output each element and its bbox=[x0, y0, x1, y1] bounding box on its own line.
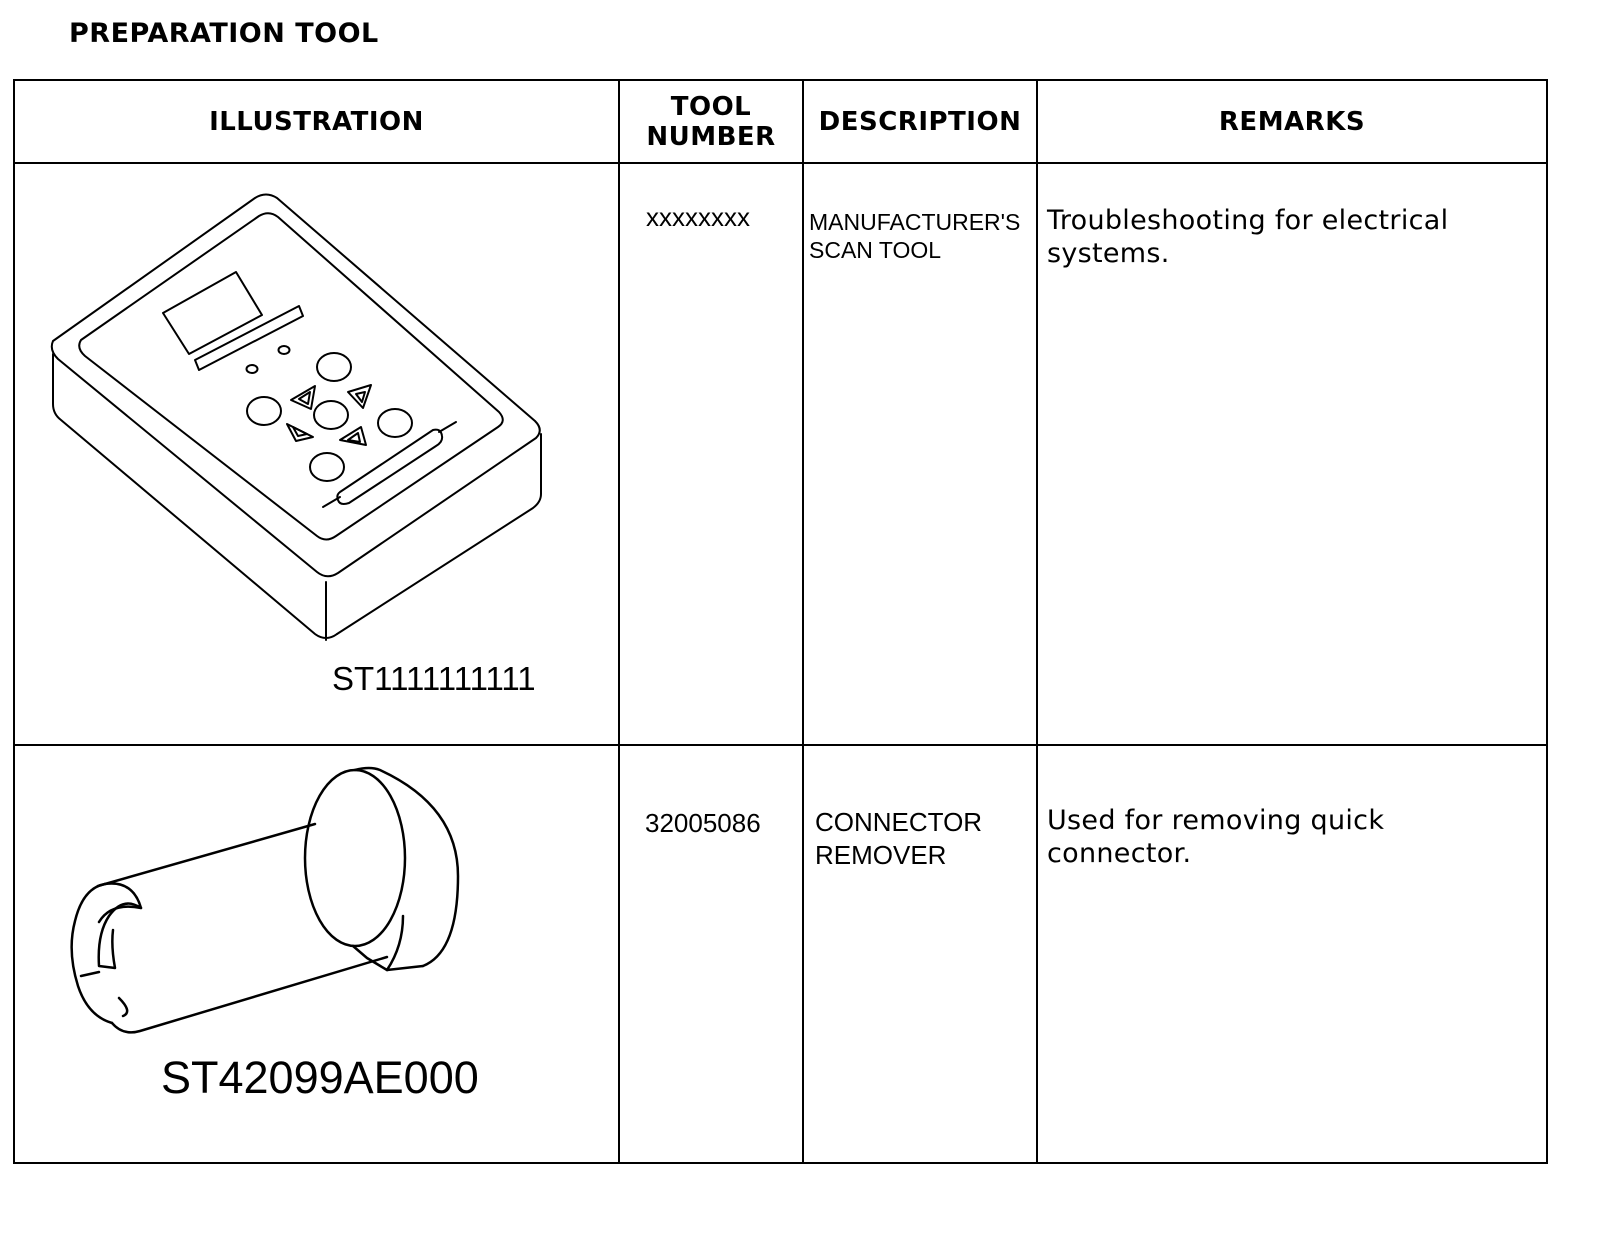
tool-number-cell bbox=[619, 163, 803, 745]
table-row bbox=[14, 163, 1547, 745]
header-tool-number bbox=[619, 80, 803, 163]
description-line: REMOVER bbox=[815, 840, 947, 870]
remarks-line: systems. bbox=[1047, 238, 1170, 269]
description-cell bbox=[803, 163, 1037, 745]
table-header-row bbox=[14, 80, 1547, 163]
remarks-cell bbox=[1037, 745, 1547, 1163]
header-tool-number-line2: NUMBER bbox=[646, 121, 776, 152]
description-line: MANUFACTURER'S bbox=[809, 209, 1021, 235]
illustration-cell bbox=[14, 163, 619, 745]
header-illustration: ILLUSTRATION bbox=[14, 80, 619, 163]
description-text bbox=[804, 806, 1036, 872]
part-number-label: ST42099AE000 bbox=[161, 1052, 479, 1103]
illustration-cell bbox=[14, 745, 619, 1163]
page-title: PREPARATION TOOL bbox=[69, 18, 379, 49]
remarks-line: Used for removing quick bbox=[1047, 805, 1385, 836]
tool-number-cell bbox=[619, 745, 803, 1163]
preparation-tool-table bbox=[13, 79, 1548, 1164]
tool-number: 32005086 bbox=[645, 808, 761, 838]
remarks-cell bbox=[1037, 163, 1547, 745]
table-row bbox=[14, 745, 1547, 1163]
description-cell bbox=[803, 745, 1037, 1163]
scan-tool-icon bbox=[15, 164, 618, 744]
header-tool-number-line1: TOOL bbox=[670, 91, 752, 122]
header-remarks: REMARKS bbox=[1037, 80, 1547, 163]
description-line: CONNECTOR bbox=[815, 807, 983, 837]
description-line: SCAN TOOL bbox=[809, 237, 942, 263]
remarks-line: Troubleshooting for electrical bbox=[1047, 205, 1449, 236]
description-text bbox=[804, 208, 1036, 264]
part-number-label: ST1111111111 bbox=[332, 660, 536, 697]
tool-number: xxxxxxxx bbox=[646, 202, 750, 232]
remarks-text bbox=[1038, 204, 1546, 270]
remarks-text bbox=[1038, 804, 1546, 870]
remarks-line: connector. bbox=[1047, 838, 1192, 869]
header-description: DESCRIPTION bbox=[803, 80, 1037, 163]
